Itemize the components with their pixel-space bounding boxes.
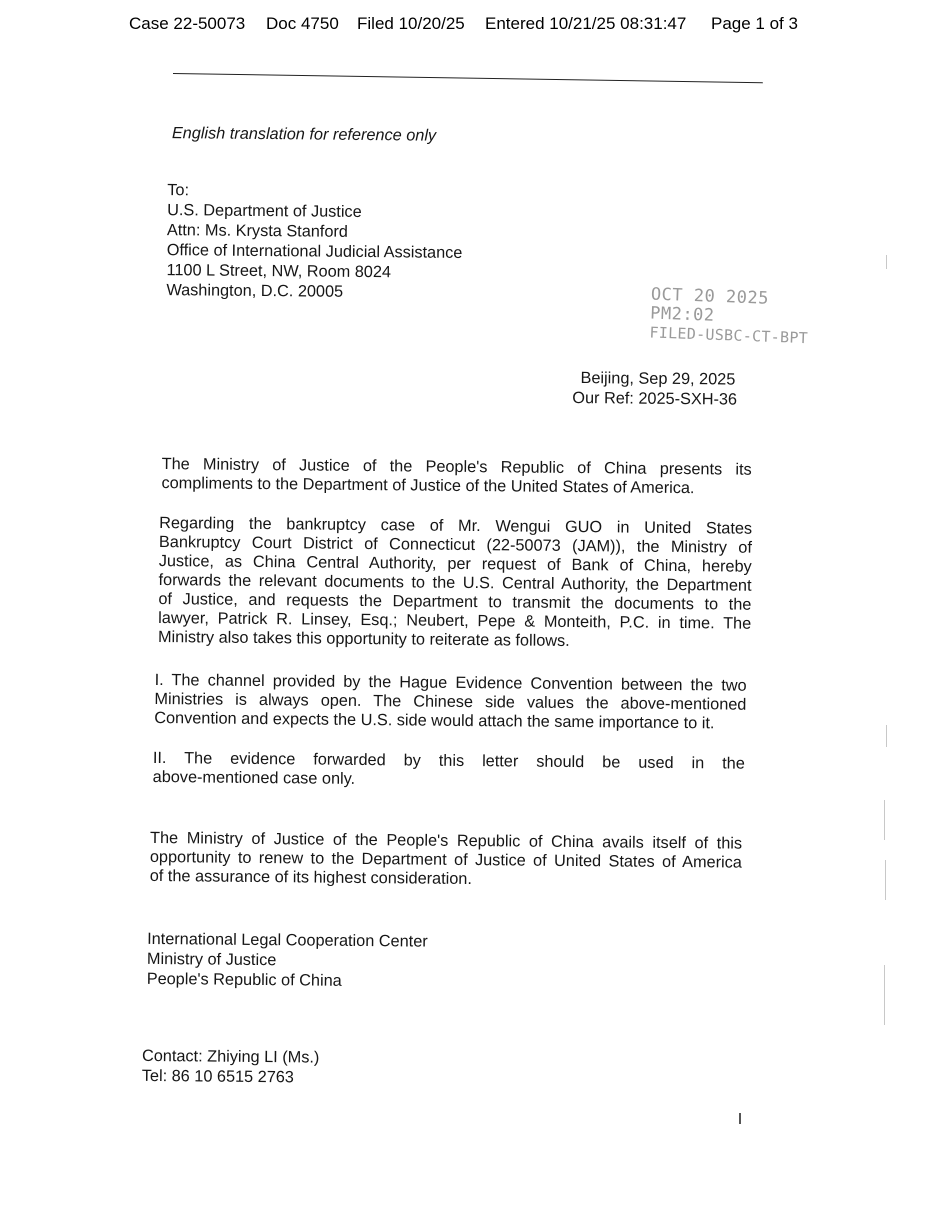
stamp-date: OCT 20 2025 PM2:02 [649, 284, 770, 326]
paragraph-line: lawyer, Patrick R. Linsey, Esq.; Neubert, Pepe & Monteith, P.C. in time. The [158, 609, 752, 633]
paragraph-line: compliments to the Department of Justice of the United States of America. [161, 474, 695, 498]
paragraph-line: Ministries is always open. The Chinese side values the above-mentioned [154, 689, 747, 714]
stamp-court: FILED-USBC-CT-BPT [649, 323, 809, 348]
signature-line: International Legal Cooperation Center [147, 929, 428, 951]
paragraph-line: I. The channel provided by the Hague Evidence Convention between the two [154, 670, 747, 695]
contact-telephone: Tel: 86 10 6515 2763 [141, 1066, 294, 1087]
filing-stamp [649, 286, 821, 348]
page-indicator: Page 1 of 3 [711, 14, 798, 33]
paragraph-line: Regarding the bankruptcy case of Mr. Wengui GUO in United States [159, 514, 753, 538]
entered-date: Entered 10/21/25 08:31:47 [485, 14, 687, 33]
recipient-line: 1100 L Street, NW, Room 8024 [166, 261, 392, 282]
signature-line: Ministry of Justice [146, 949, 277, 970]
reference-number: Our Ref: 2025-SXH-36 [572, 388, 738, 409]
paragraph-line: The Ministry of Justice of the People's Republic of China avails itself of this [150, 828, 743, 853]
recipient-line: Office of International Judicial Assistance [166, 241, 463, 262]
paragraph-line: above-mentioned case only. [152, 767, 356, 788]
signature-line: People's Republic of China [146, 969, 342, 990]
paragraph-line: The Ministry of Justice of the People's Republic of China presents its [161, 455, 752, 479]
filed-date: Filed 10/20/25 [357, 14, 465, 33]
page-margin-mark [739, 1113, 741, 1124]
doc-number: Doc 4750 [266, 14, 339, 33]
paragraph-line: of the assurance of its highest consideration. [149, 866, 473, 889]
place-date: Beijing, Sep 29, 2025 [580, 369, 736, 389]
paragraph-line: forwards the relevant documents to the U.S. Central Authority, the Department [158, 571, 752, 595]
paragraph-line: Bankruptcy Court District of Connecticut (22-50073 (JAM)), the Ministry of [158, 533, 753, 557]
recipient-line: Attn: Ms. Krysta Stanford [166, 221, 349, 241]
recipient-line: Washington, D.C. 20005 [166, 281, 344, 301]
case-number: Case 22-50073 [129, 14, 246, 33]
paragraph-line: Justice, as China Central Authority, per request of Bank of China, hereby [158, 552, 752, 576]
paragraph-point-one [154, 671, 747, 734]
paragraph-request [158, 514, 752, 653]
paragraph-line: II. The evidence forwarded by this letter should be used in the [152, 748, 745, 773]
paragraph-line: opportunity to renew to the Department of Justice of United States of America [149, 847, 742, 872]
recipient-line: U.S. Department of Justice [167, 201, 362, 221]
paragraph-point-two [153, 749, 745, 793]
paragraph-line: of Justice, and requests the Department to transmit the documents to the [158, 590, 752, 614]
translation-note: English translation for reference only [171, 124, 437, 145]
paragraph-line: Ministry also takes this opportunity to reiterate as follows. [157, 628, 570, 650]
paragraph-line: Convention and expects the U.S. side would attach the same importance to it. [154, 708, 715, 733]
paragraph-closing [150, 829, 743, 892]
contact-name: Contact: Zhiying LI (Ms.) [141, 1046, 320, 1067]
paragraph-opening [161, 455, 751, 499]
recipient-to-label: To: [167, 181, 190, 200]
